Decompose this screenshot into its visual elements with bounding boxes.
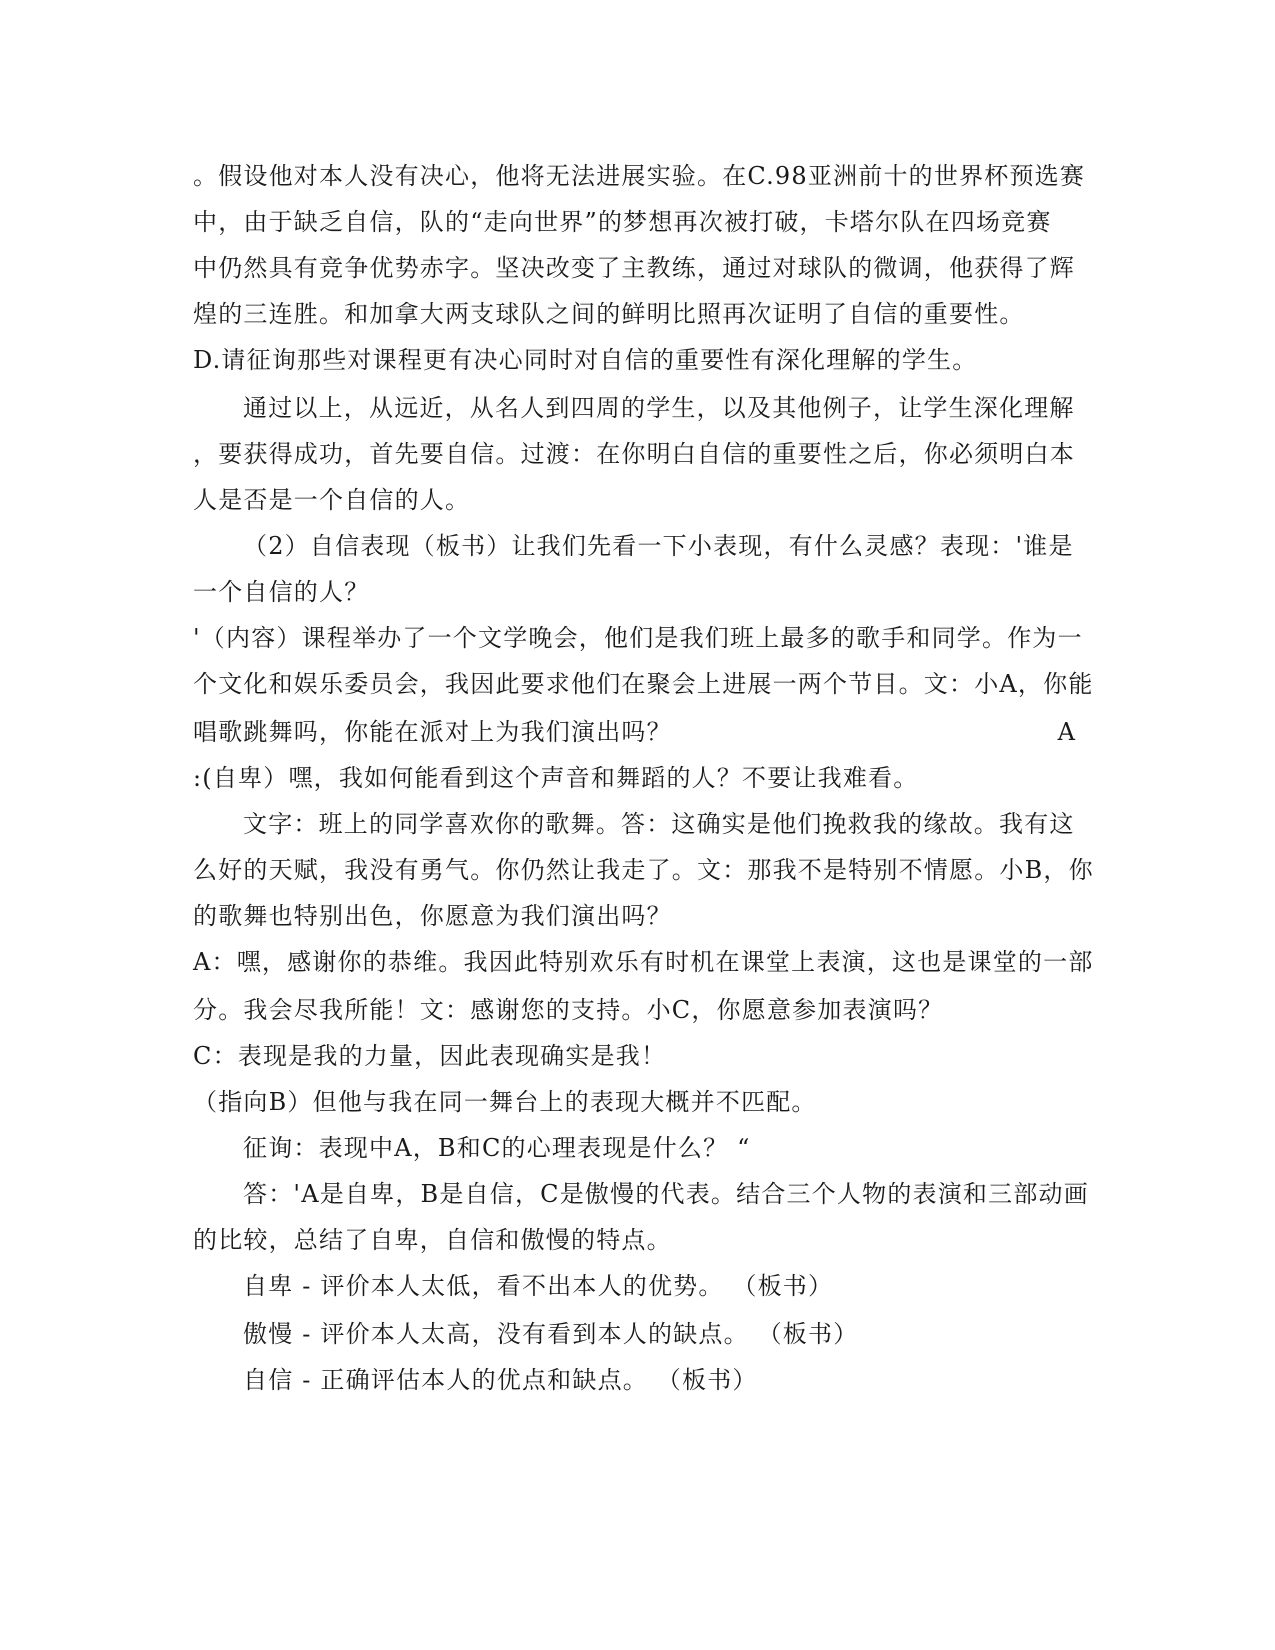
text-line: 唱歌跳舞吗，你能在派对上为我们演出吗？: [193, 718, 672, 746]
text-line: 征询：表现中A，B和C的心理表现是什么？ “: [243, 1134, 751, 1162]
text-line: ，要获得成功，首先要自信。过渡：在你明白自信的重要性之后，你必须明白本: [193, 440, 1075, 468]
text-line: 么好的天赋，我没有勇气。你仍然让我走了。文：那我不是特别不情愿。小B，你: [193, 856, 1094, 884]
text-line: 自信 - 正确评估本人的优点和缺点。 （板书）: [243, 1366, 758, 1394]
text-line: D.请征询那些对课程更有决心同时对自信的重要性有深化理解的学生。: [193, 346, 978, 374]
text-line: 分。我会尽我所能！文：感谢您的支持。小C，你愿意参加表演吗？: [193, 996, 944, 1024]
text-line: C：表现是我的力量，因此表现确实是我！: [193, 1042, 667, 1070]
text-line: 自卑 - 评价本人太低，看不出本人的优势。 （板书）: [243, 1272, 834, 1300]
text-line: 中仍然具有竞争优势赤字。坚决改变了主教练，通过对球队的微调，他获得了辉: [193, 254, 1075, 282]
text-line: （2）自信表现（板书）让我们先看一下小表现，有什么灵感？表现：'谁是: [243, 532, 1074, 560]
text-line: 通过以上，从远近，从名人到四周的学生，以及其他例子，让学生深化理解: [243, 394, 1075, 422]
text-line: 中，由于缺乏自信，队的“走向世界”的梦想再次被打破，卡塔尔队在四场竞赛: [193, 208, 1052, 236]
text-line: 煌的三连胜。和加拿大两支球队之间的鲜明比照再次证明了自信的重要性。: [193, 300, 1025, 328]
text-line: '（内容）课程举办了一个文学晚会，他们是我们班上最多的歌手和同学。作为一: [193, 624, 1083, 652]
text-line: 个文化和娱乐委员会，我因此要求他们在聚会上进展一两个节目。文：小A，你能: [193, 670, 1094, 698]
text-line: :(自卑）嘿，我如何能看到这个声音和舞蹈的人？不要让我难看。: [193, 764, 919, 792]
text-line: 人是否是一个自信的人。: [193, 486, 471, 514]
text-line: 。假设他对本人没有决心，他将无法进展实验。在C.98亚洲前十的世界杯预选赛: [193, 162, 1086, 190]
text-line: （指向B）但他与我在同一舞台上的表现大概并不匹配。: [193, 1088, 817, 1116]
text-line: A：嘿，感谢你的恭维。我因此特别欢乐有时机在课堂上表演，这也是课堂的一部: [193, 948, 1094, 976]
text-line: 傲慢 - 评价本人太高，没有看到本人的缺点。 （板书）: [243, 1320, 859, 1348]
text-line: 的歌舞也特别出色，你愿意为我们演出吗？: [193, 902, 672, 930]
text-line: 的比较，总结了自卑，自信和傲慢的特点。: [193, 1226, 672, 1254]
text-line: 答：'A是自卑，B是自信，C是傲慢的代表。结合三个人物的表演和三部动画: [243, 1180, 1089, 1208]
text-line: 文字：班上的同学喜欢你的歌舞。答：这确实是他们挽救我的缘故。我有这: [243, 810, 1075, 838]
text-line: 一个自信的人？: [193, 578, 370, 606]
speaker-marker: A: [1057, 718, 1075, 746]
